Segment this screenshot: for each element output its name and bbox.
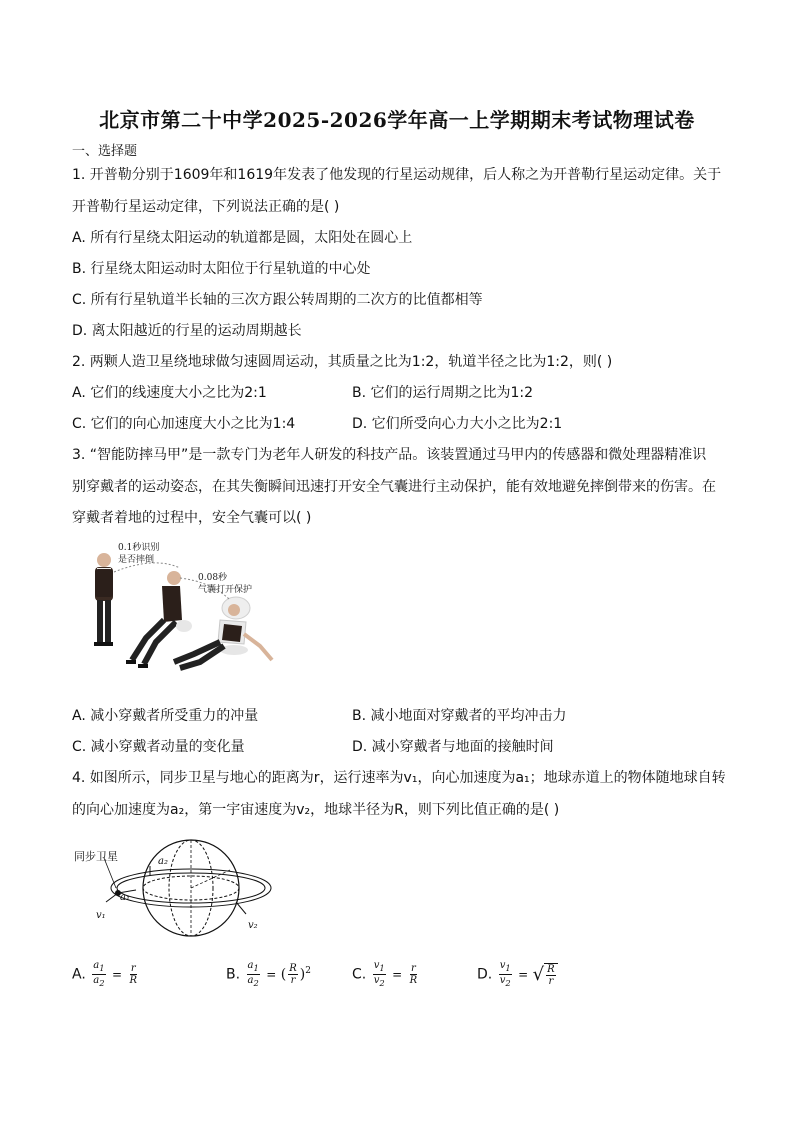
q2-option-a: A. 它们的线速度大小之比为2:1 [72,385,267,401]
v1-over-v2-fraction: $\frac{v_1}{v_2}$ [499,960,511,988]
diagram-label-v1: v₁ [96,910,106,921]
q2-option-d: D. 它们所受向心力大小之比为2:1 [352,416,563,432]
q1-option-d: D. 离太阳越近的行星的运动周期越长 [72,323,302,339]
diagram-label-satellite: 同步卫星 [74,850,118,863]
q4-option-d: D. $\frac{v_1}{v_2}$ = √ $\frac{R}{r}$ [477,960,558,989]
figure-label-detect-time: 0.1秒识别 [118,543,160,553]
q4-option-d-label: D. [477,966,493,983]
q4-option-c: C. $\frac{v_1}{v_2}$ = $\frac{r}{R}$ [352,960,418,988]
a1-over-a2-fraction: $\frac{a_1}{a_2}$ [93,960,105,988]
figure-label-airbag-time: 0.08秒 [198,573,228,583]
r-over-R-fraction: $\frac{r}{R}$ [409,963,418,986]
q4-option-c-label: C. [352,966,367,983]
page-title: 北京市第二十中学2025-2026学年高一上学期期末考试物理试卷 [99,108,695,132]
diagram-label-a1: a₁ [120,892,130,903]
falling-person-icon [126,571,192,668]
fall-protection-figure [84,538,280,686]
q3-option-b: B. 减小地面对穿戴者的平均冲击力 [352,708,567,724]
a1-over-a2-fraction: $\frac{a_1}{a_2}$ [247,960,259,988]
diagram-label-v2: v₂ [248,920,258,931]
q1-stem-line1: 1. 开普勒分别于1609年和1619年发表了他发现的行星运动规律，后人称之为开普勒行星运动定律。关于 [72,167,722,183]
q2-option-c: C. 它们的向心加速度大小之比为1:4 [72,416,296,432]
satellite-orbit-diagram [70,830,280,942]
diagram-label-a2: a₂ [158,856,168,867]
q4-stem-line2: 的向心加速度为a₂，第一宇宙速度为v₂，地球半径为R，则下列比值正确的是( ) [72,802,560,818]
q4-stem-line1: 4. 如图所示，同步卫星与地心的距离为r，运行速率为v₁，向心加速度为a₁；地球赤道上的物体随地球自转 [72,770,726,786]
q3-stem-line3: 穿戴者着地的过程中，安全气囊可以( ) [72,510,312,526]
q3-option-d: D. 减小穿戴者与地面的接触时间 [352,739,554,755]
sqrt-R-over-r: √ $\frac{R}{r}$ [533,963,558,987]
q1-option-a: A. 所有行星绕太阳运动的轨道都是圆，太阳处在圆心上 [72,230,413,246]
q1-stem-line2: 开普勒行星运动定律，下列说法正确的是( ) [72,199,340,215]
q3-stem-line2: 别穿戴者的运动姿态，在其失衡瞬间迅速打开安全气囊进行主动保护，能有效地避免摔倒带来的伤害。在 [72,479,716,495]
q4-option-a: A. $\frac{a_1}{a_2}$ = $\frac{r}{R}$ [72,960,138,988]
q3-stem-line1: 3. “智能防摔马甲”是一款专门为老年人研发的科技产品。该装置通过马甲内的传感器和微处理器精准识 [72,447,707,463]
q3-option-a: A. 减小穿戴者所受重力的冲量 [72,708,259,724]
section-heading: 一、选择题 [72,144,138,159]
airbag-person-icon [174,597,272,668]
standing-person-icon [94,553,113,646]
q4-option-b: B. $\frac{a_1}{a_2}$ = ( $\frac{R}{r}$ )$^2$ [226,960,311,988]
figure-label-detect-desc: 是否摔倒 [118,555,155,565]
q3-option-c: C. 减小穿戴者动量的变化量 [72,739,245,755]
q4-option-b-label: B. [226,966,241,983]
v1-over-v2-fraction: $\frac{v_1}{v_2}$ [373,960,385,988]
q1-option-b: B. 行星绕太阳运动时太阳位于行星轨道的中心处 [72,261,371,277]
q4-option-a-label: A. [72,966,86,983]
figure-label-airbag-desc: 气囊打开保护 [198,585,253,595]
q2-option-b: B. 它们的运行周期之比为1:2 [352,385,534,401]
q2-stem: 2. 两颗人造卫星绕地球做匀速圆周运动，其质量之比为1:2，轨道半径之比为1:2，则( ) [72,354,613,370]
q1-option-c: C. 所有行星轨道半长轴的三次方跟公转周期的二次方的比值都相等 [72,292,483,308]
r-over-R-fraction: $\frac{r}{R}$ [129,963,138,986]
R-over-r-fraction: $\frac{R}{r}$ [289,963,297,986]
